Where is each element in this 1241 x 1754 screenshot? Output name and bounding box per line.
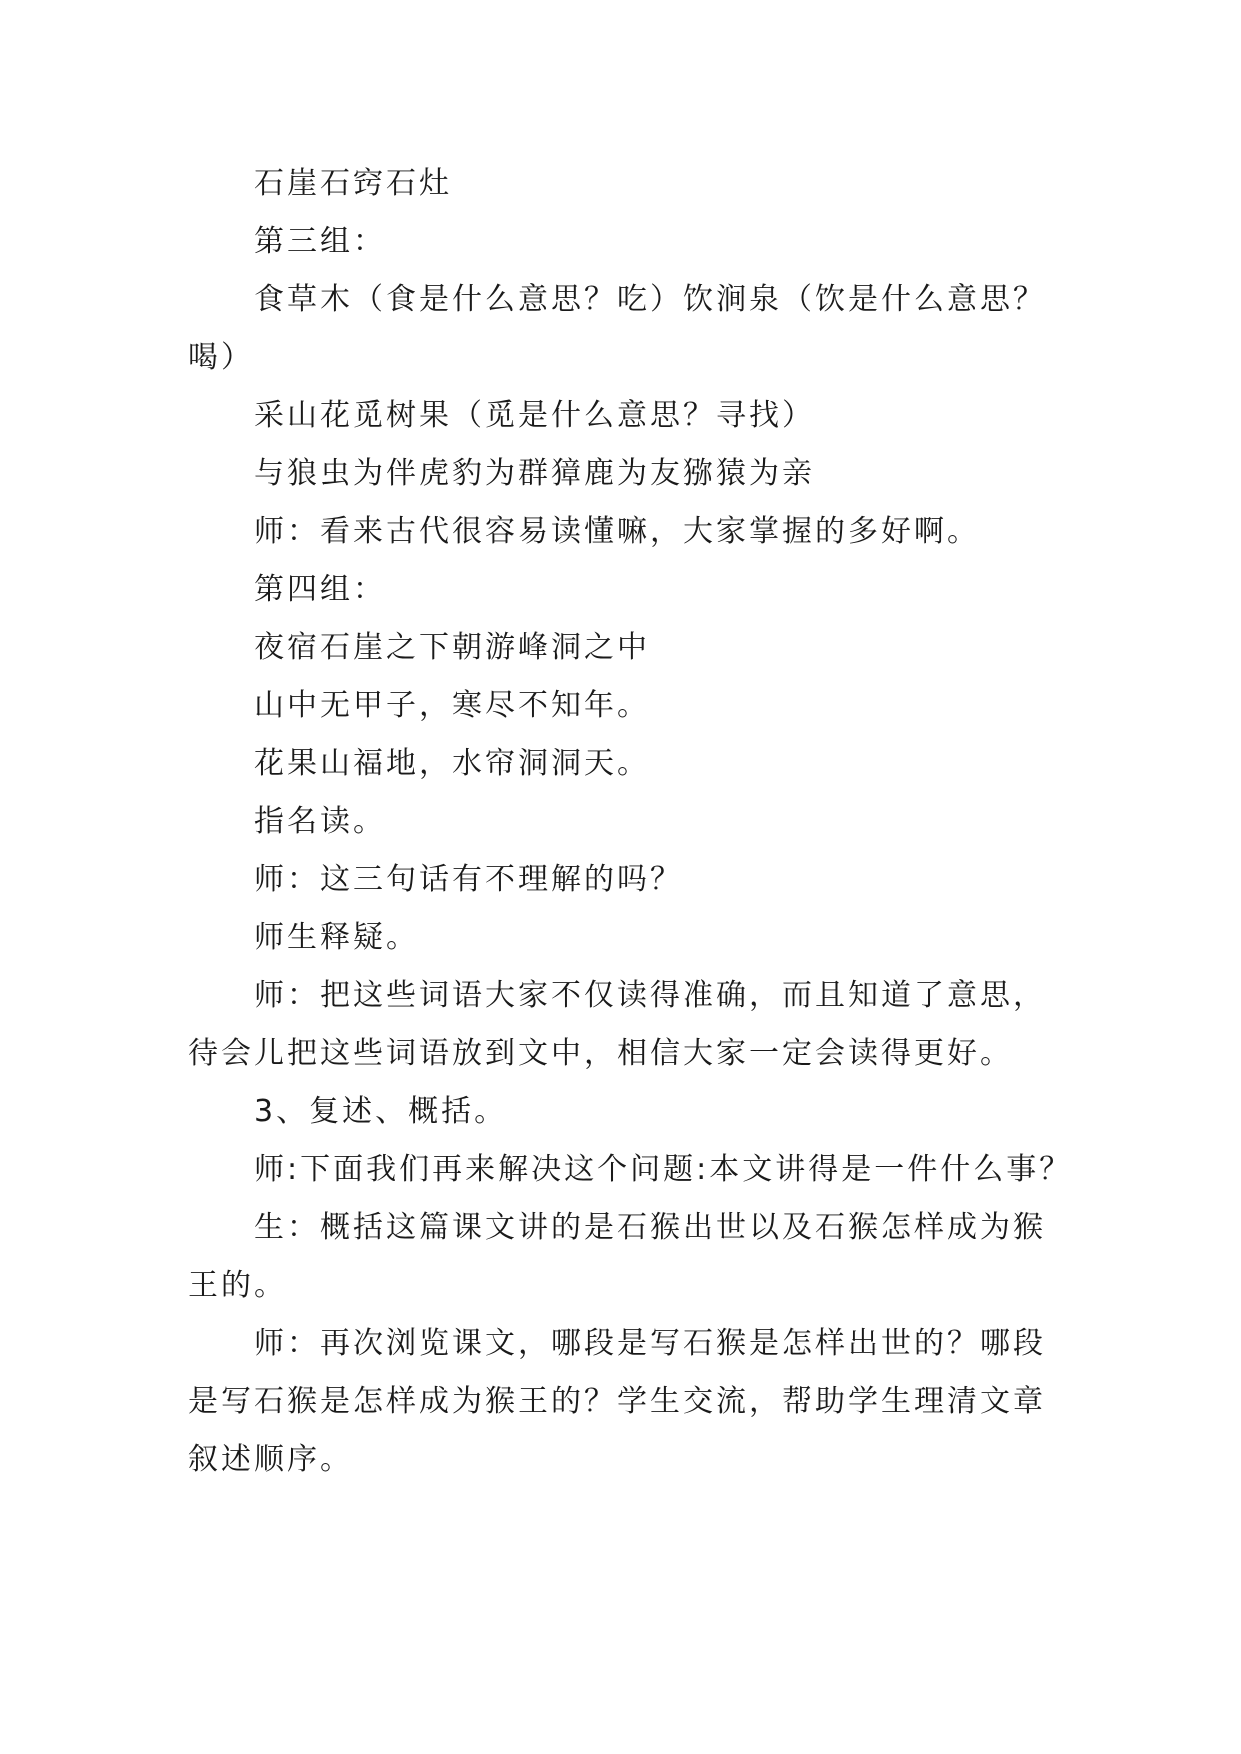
paragraph-pick-flowers: 采山花觅树果（觅是什么意思？寻找） <box>254 398 815 433</box>
paragraph-student-summary: 生：概括这篇课文讲的是石猴出世以及石猴怎样成为猴王的。 <box>188 1210 1046 1303</box>
paragraph-animal-companions: 与狼虫为伴虎豹为群獐鹿为友猕猿为亲 <box>254 456 815 491</box>
paragraph-teacher-comment: 师：看来古代很容易读懂嘛，大家掌握的多好啊。 <box>254 514 980 549</box>
paragraph-section-three: 3、复述、概括。 <box>254 1094 508 1129</box>
paragraph-group-three-heading: 第三组： <box>254 224 386 259</box>
paragraph-stone-words: 石崖石窍石灶 <box>254 166 452 201</box>
paragraph-teacher-question: 师：这三句话有不理解的吗？ <box>254 862 683 897</box>
paragraph-teacher-praise: 师：把这些词语大家不仅读得准确，而且知道了意思，待会儿把这些词语放到文中，相信大家一定会读得更好。 <box>188 978 1046 1071</box>
paragraph-night-stay: 夜宿石崖之下朝游峰洞之中 <box>254 630 650 665</box>
paragraph-no-calendar: 山中无甲子，寒尽不知年。 <box>254 688 650 723</box>
paragraph-clarify: 师生释疑。 <box>254 920 419 955</box>
paragraph-group-four-heading: 第四组： <box>254 572 386 607</box>
paragraph-blessed-land: 花果山福地，水帘洞洞天。 <box>254 746 650 781</box>
paragraph-call-read: 指名读。 <box>254 804 386 839</box>
paragraph-teacher-problem: 师:下面我们再来解决这个问题:本文讲得是一件什么事？ <box>254 1152 1073 1187</box>
paragraph-teacher-browse: 师：再次浏览课文，哪段是写石猴是怎样出世的？哪段是写石猴是怎样成为猴王的？学生交流，帮助学生理清文章叙述顺序。 <box>188 1326 1046 1477</box>
document-body <box>188 155 1073 1489</box>
paragraph-eat-drink: 食草木（食是什么意思？吃）饮涧泉（饮是什么意思？喝） <box>188 282 1046 375</box>
